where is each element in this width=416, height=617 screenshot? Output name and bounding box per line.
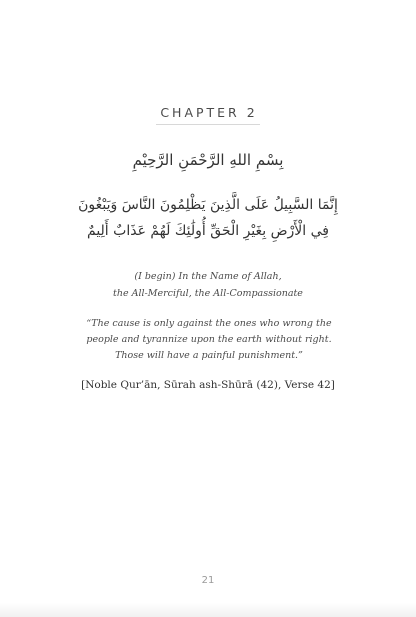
verse-translation: “The cause is only against the ones who wrong the people and tyrannize upon the earth without right. Those will have a painful punishment.”	[86, 318, 332, 361]
verse-reference: [Noble Qur’ān, Sūrah ash-Shūrā (42), Verse 42]	[81, 379, 335, 391]
basmala-arabic: بِسْمِ اللهِ الرَّحْمَنِ الرَّحِيْمِ	[132, 151, 284, 169]
page-number: 21	[201, 575, 215, 586]
basmala-translation-line-1: (I begin) In the Name of Allah,	[134, 271, 282, 282]
basmala-translation-line-2: the All-Merciful, the All-Compassionate	[113, 288, 303, 299]
chapter-heading	[0, 104, 416, 125]
chapter-title: CHAPTER 2	[156, 105, 259, 125]
page-bottom-shade	[0, 603, 416, 617]
verse-arabic: إِنَّمَا السَّبِيلُ عَلَى الَّذِينَ يَظْلِمُونَ النَّاسَ وَيَبْغُونَ فِي الْأَرْضِ بِغَيْرِ الْحَقِّ أُولَٰئِكَ لَهُمْ عَذَابٌ أَلِيمٌ	[78, 197, 338, 239]
basmala-translation	[0, 268, 416, 302]
